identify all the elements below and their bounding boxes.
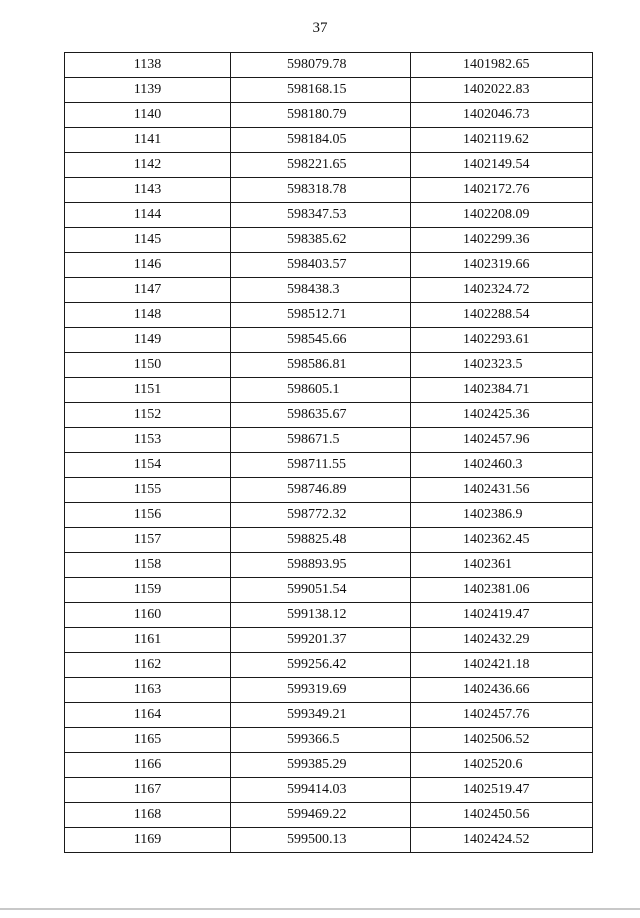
point-id-cell: 1164: [65, 703, 231, 728]
point-id-cell: 1142: [65, 153, 231, 178]
x-coordinate-cell: 598318.78: [231, 178, 411, 203]
x-coordinate-cell: 598180.79: [231, 103, 411, 128]
y-coordinate-cell: 1402457.96: [411, 428, 593, 453]
y-coordinate-cell: 1402520.6: [411, 753, 593, 778]
x-coordinate-cell: 599051.54: [231, 578, 411, 603]
point-id-cell: 1141: [65, 128, 231, 153]
table-row: [65, 428, 593, 453]
table-row: [65, 578, 593, 603]
table-row: [65, 753, 593, 778]
table-row: [65, 778, 593, 803]
table-row: [65, 153, 593, 178]
point-id-cell: 1144: [65, 203, 231, 228]
x-coordinate-cell: 598635.67: [231, 403, 411, 428]
x-coordinate-cell: 598512.71: [231, 303, 411, 328]
table-row: [65, 528, 593, 553]
y-coordinate-cell: 1402324.72: [411, 278, 593, 303]
table-row: [65, 403, 593, 428]
point-id-cell: 1162: [65, 653, 231, 678]
point-id-cell: 1169: [65, 828, 231, 853]
point-id-cell: 1152: [65, 403, 231, 428]
y-coordinate-cell: 1402457.76: [411, 703, 593, 728]
table-row: [65, 828, 593, 853]
table-row: [65, 603, 593, 628]
x-coordinate-cell: 599414.03: [231, 778, 411, 803]
table-row: [65, 353, 593, 378]
y-coordinate-cell: 1402149.54: [411, 153, 593, 178]
y-coordinate-cell: 1402172.76: [411, 178, 593, 203]
x-coordinate-cell: 598825.48: [231, 528, 411, 553]
table-row: [65, 53, 593, 78]
point-id-cell: 1140: [65, 103, 231, 128]
y-coordinate-cell: 1402386.9: [411, 503, 593, 528]
x-coordinate-cell: 599385.29: [231, 753, 411, 778]
x-coordinate-cell: 598605.1: [231, 378, 411, 403]
x-coordinate-cell: 598403.57: [231, 253, 411, 278]
point-id-cell: 1154: [65, 453, 231, 478]
table-row: [65, 453, 593, 478]
point-id-cell: 1149: [65, 328, 231, 353]
table-row: [65, 378, 593, 403]
x-coordinate-cell: 598671.5: [231, 428, 411, 453]
x-coordinate-cell: 599256.42: [231, 653, 411, 678]
table-row: [65, 103, 593, 128]
y-coordinate-cell: 1402208.09: [411, 203, 593, 228]
point-id-cell: 1143: [65, 178, 231, 203]
y-coordinate-cell: 1402022.83: [411, 78, 593, 103]
point-id-cell: 1157: [65, 528, 231, 553]
x-coordinate-cell: 598893.95: [231, 553, 411, 578]
x-coordinate-cell: 598438.3: [231, 278, 411, 303]
x-coordinate-cell: 599201.37: [231, 628, 411, 653]
y-coordinate-cell: 1402299.36: [411, 228, 593, 253]
y-coordinate-cell: 1402519.47: [411, 778, 593, 803]
point-id-cell: 1148: [65, 303, 231, 328]
y-coordinate-cell: 1402432.29: [411, 628, 593, 653]
y-coordinate-cell: 1402119.62: [411, 128, 593, 153]
x-coordinate-cell: 598545.66: [231, 328, 411, 353]
point-id-cell: 1168: [65, 803, 231, 828]
y-coordinate-cell: 1402046.73: [411, 103, 593, 128]
coordinate-table: [64, 52, 593, 853]
point-id-cell: 1163: [65, 678, 231, 703]
table-row: [65, 128, 593, 153]
point-id-cell: 1158: [65, 553, 231, 578]
x-coordinate-cell: 598168.15: [231, 78, 411, 103]
point-id-cell: 1167: [65, 778, 231, 803]
x-coordinate-cell: 599319.69: [231, 678, 411, 703]
point-id-cell: 1166: [65, 753, 231, 778]
x-coordinate-cell: 598079.78: [231, 53, 411, 78]
table-row: [65, 503, 593, 528]
x-coordinate-cell: 598711.55: [231, 453, 411, 478]
table-row: [65, 278, 593, 303]
point-id-cell: 1147: [65, 278, 231, 303]
point-id-cell: 1165: [65, 728, 231, 753]
table-row: [65, 728, 593, 753]
point-id-cell: 1138: [65, 53, 231, 78]
x-coordinate-cell: 598385.62: [231, 228, 411, 253]
point-id-cell: 1160: [65, 603, 231, 628]
x-coordinate-cell: 599349.21: [231, 703, 411, 728]
y-coordinate-cell: 1402384.71: [411, 378, 593, 403]
point-id-cell: 1151: [65, 378, 231, 403]
y-coordinate-cell: 1401982.65: [411, 53, 593, 78]
point-id-cell: 1153: [65, 428, 231, 453]
point-id-cell: 1155: [65, 478, 231, 503]
y-coordinate-cell: 1402381.06: [411, 578, 593, 603]
x-coordinate-cell: 598184.05: [231, 128, 411, 153]
y-coordinate-cell: 1402323.5: [411, 353, 593, 378]
x-coordinate-cell: 599366.5: [231, 728, 411, 753]
point-id-cell: 1156: [65, 503, 231, 528]
y-coordinate-cell: 1402293.61: [411, 328, 593, 353]
y-coordinate-cell: 1402431.56: [411, 478, 593, 503]
x-coordinate-cell: 599500.13: [231, 828, 411, 853]
table-row: [65, 328, 593, 353]
table-row: [65, 653, 593, 678]
y-coordinate-cell: 1402506.52: [411, 728, 593, 753]
x-coordinate-cell: 598746.89: [231, 478, 411, 503]
table-row: [65, 803, 593, 828]
table-row: [65, 678, 593, 703]
y-coordinate-cell: 1402460.3: [411, 453, 593, 478]
table-row: [65, 253, 593, 278]
y-coordinate-cell: 1402424.52: [411, 828, 593, 853]
point-id-cell: 1159: [65, 578, 231, 603]
coordinate-table-body: [65, 53, 593, 853]
y-coordinate-cell: 1402419.47: [411, 603, 593, 628]
scan-edge-line: [0, 908, 640, 910]
table-row: [65, 303, 593, 328]
y-coordinate-cell: 1402421.18: [411, 653, 593, 678]
x-coordinate-cell: 599469.22: [231, 803, 411, 828]
y-coordinate-cell: 1402319.66: [411, 253, 593, 278]
x-coordinate-cell: 598221.65: [231, 153, 411, 178]
table-row: [65, 478, 593, 503]
table-row: [65, 228, 593, 253]
table-row: [65, 703, 593, 728]
page-number: 37: [312, 20, 328, 36]
table-row: [65, 178, 593, 203]
table-row: [65, 628, 593, 653]
x-coordinate-cell: 598772.32: [231, 503, 411, 528]
y-coordinate-cell: 1402436.66: [411, 678, 593, 703]
table-row: [65, 553, 593, 578]
y-coordinate-cell: 1402362.45: [411, 528, 593, 553]
point-id-cell: 1161: [65, 628, 231, 653]
x-coordinate-cell: 599138.12: [231, 603, 411, 628]
table-row: [65, 78, 593, 103]
y-coordinate-cell: 1402425.36: [411, 403, 593, 428]
point-id-cell: 1150: [65, 353, 231, 378]
y-coordinate-cell: 1402450.56: [411, 803, 593, 828]
point-id-cell: 1146: [65, 253, 231, 278]
point-id-cell: 1139: [65, 78, 231, 103]
x-coordinate-cell: 598586.81: [231, 353, 411, 378]
point-id-cell: 1145: [65, 228, 231, 253]
y-coordinate-cell: 1402361: [411, 553, 593, 578]
y-coordinate-cell: 1402288.54: [411, 303, 593, 328]
x-coordinate-cell: 598347.53: [231, 203, 411, 228]
table-row: [65, 203, 593, 228]
